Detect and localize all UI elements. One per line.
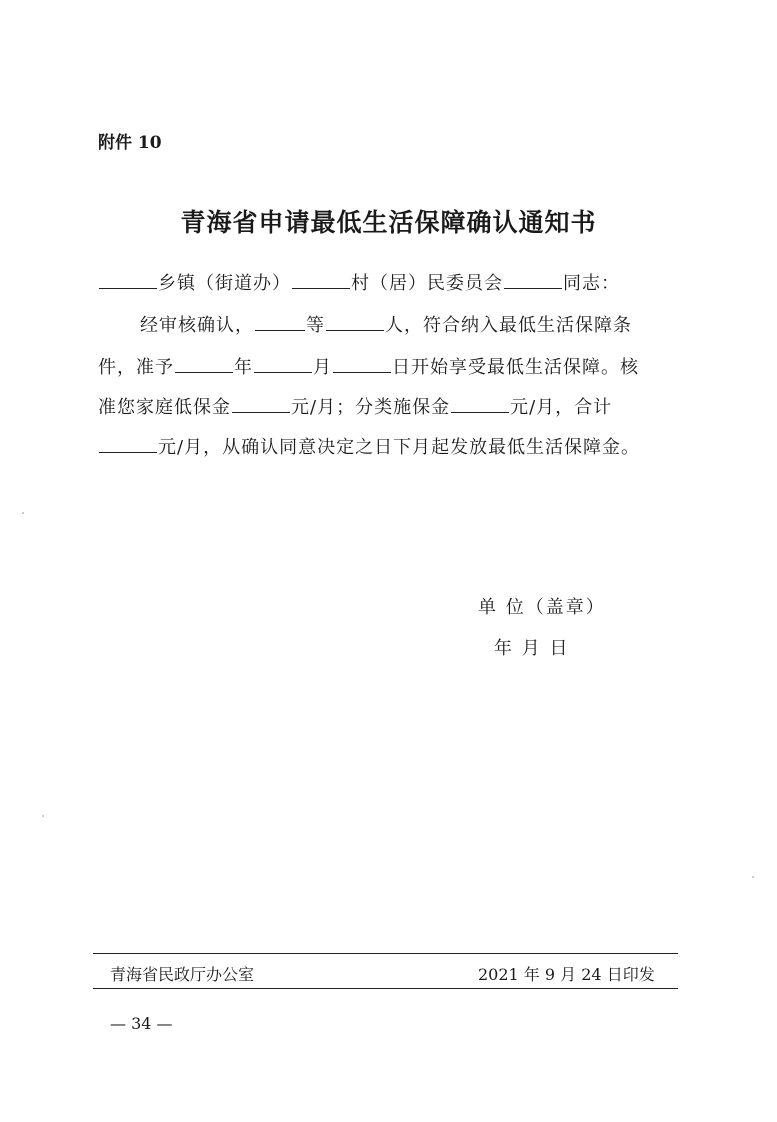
footer-issue-date: 2021 年 9 月 24 日印发 xyxy=(478,965,655,984)
document-title: 青海省申请最低生活保障确认通知书 xyxy=(180,208,597,237)
paragraph-text: 元/月；分类施保金 xyxy=(291,397,451,418)
paragraph-text: 日开始享受最低生活保障。核 xyxy=(392,357,639,378)
page-number: — 34 — xyxy=(110,1014,173,1033)
person-count-blank[interactable] xyxy=(326,314,384,331)
paragraph-line-4 xyxy=(98,436,640,460)
signature-unit: 单 位（盖章） xyxy=(478,597,606,618)
village-blank[interactable] xyxy=(292,272,350,289)
paragraph-text: 等 xyxy=(306,315,325,336)
year-blank[interactable] xyxy=(175,356,233,373)
comrade-name-blank[interactable] xyxy=(504,272,562,289)
paragraph-text: 件，准予 xyxy=(98,357,174,378)
footer-bottom-rule xyxy=(93,988,678,989)
day-blank[interactable] xyxy=(333,356,391,373)
salutation-line xyxy=(98,272,620,296)
paragraph-text: 元/月，从确认同意决定之日下月起发放最低生活保障金。 xyxy=(158,437,641,458)
paragraph-text: 年 xyxy=(234,357,253,378)
month-blank[interactable] xyxy=(254,356,312,373)
township-blank[interactable] xyxy=(99,272,157,289)
footer-top-rule xyxy=(93,953,678,954)
scan-speck xyxy=(752,876,754,878)
scan-speck xyxy=(42,815,44,817)
scan-speck xyxy=(22,512,24,514)
village-label: 村（居）民委员会 xyxy=(351,273,503,294)
paragraph-line-1 xyxy=(140,314,632,338)
signature-date: 年 月 日 xyxy=(494,638,570,659)
total-amount-blank[interactable] xyxy=(99,436,157,453)
comrade-label: 同志： xyxy=(563,273,620,294)
paragraph-text: 元/月，合计 xyxy=(510,397,613,418)
paragraph-text: 月 xyxy=(313,357,332,378)
township-label: 乡镇（街道办） xyxy=(158,273,291,294)
classified-allowance-blank[interactable] xyxy=(451,396,509,413)
footer-issuer: 青海省民政厅办公室 xyxy=(110,965,255,984)
attachment-label: 附件 10 xyxy=(98,133,162,153)
paragraph-line-3 xyxy=(98,396,612,420)
allowance-blank[interactable] xyxy=(232,396,290,413)
paragraph-text: 准您家庭低保金 xyxy=(98,397,231,418)
person-name-blank[interactable] xyxy=(255,314,305,331)
paragraph-text: 经审核确认， xyxy=(140,315,254,336)
paragraph-line-2 xyxy=(98,356,639,380)
paragraph-text: 人，符合纳入最低生活保障条 xyxy=(385,315,632,336)
